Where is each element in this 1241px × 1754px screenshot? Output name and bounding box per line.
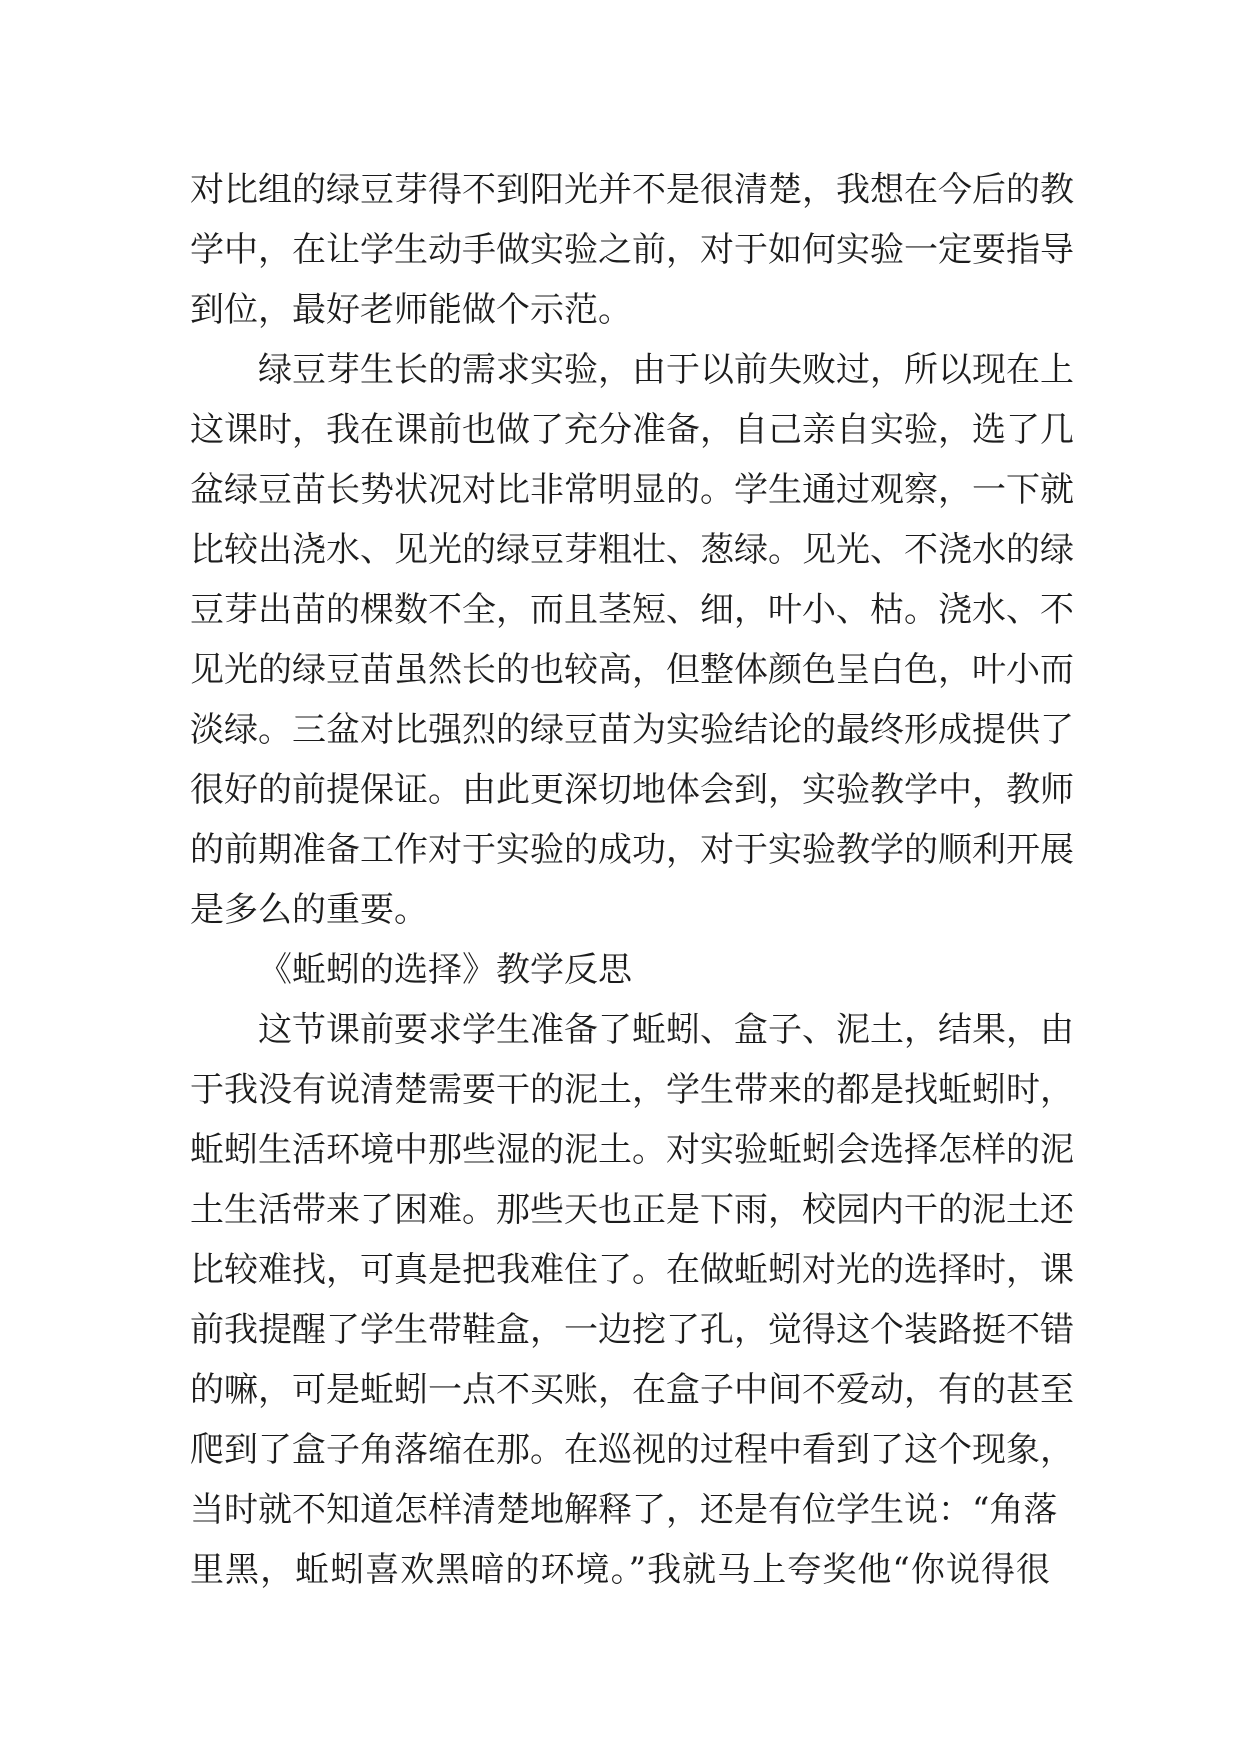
text-line: 比较出浇水、见光的绿豆芽粗壮、葱绿。见光、不浇水的绿 — [190, 530, 1074, 570]
text-line: 的嘛，可是蚯蚓一点不买账，在盒子中间不爱动，有的甚至 — [190, 1370, 1074, 1410]
text-line: 学中，在让学生动手做实验之前，对于如何实验一定要指导 — [190, 230, 1074, 270]
body-text — [190, 160, 1074, 1600]
text-line: 见光的绿豆苗虽然长的也较高，但整体颜色呈白色，叶小而 — [190, 650, 1074, 690]
text-line: 蚯蚓生活环境中那些湿的泥土。对实验蚯蚓会选择怎样的泥 — [190, 1130, 1074, 1170]
text-line: 里黑，蚯蚓喜欢黑暗的环境。”我就马上夸奖他“你说得很 — [190, 1550, 1050, 1590]
text-line: 于我没有说清楚需要干的泥土，学生带来的都是找蚯蚓时， — [190, 1070, 1074, 1110]
text-line: 很好的前提保证。由此更深切地体会到，实验教学中，教师 — [190, 770, 1074, 810]
text-line: 淡绿。三盆对比强烈的绿豆苗为实验结论的最终形成提供了 — [190, 710, 1074, 750]
text-line: 到位，最好老师能做个示范。 — [190, 290, 632, 330]
text-line: 比较难找，可真是把我难住了。在做蚯蚓对光的选择时，课 — [190, 1250, 1074, 1290]
text-line: 这课时，我在课前也做了充分准备，自己亲自实验，选了几 — [190, 410, 1074, 450]
text-line: 是多么的重要。 — [190, 890, 428, 930]
text-line: 土生活带来了困难。那些天也正是下雨，校园内干的泥土还 — [190, 1190, 1074, 1230]
text-line: 这节课前要求学生准备了蚯蚓、盒子、泥土，结果，由 — [258, 1010, 1074, 1050]
text-line: 绿豆芽生长的需求实验，由于以前失败过，所以现在上 — [258, 350, 1074, 390]
section-heading: 《蚯蚓的选择》教学反思 — [258, 950, 632, 990]
text-line: 的前期准备工作对于实验的成功，对于实验教学的顺利开展 — [190, 830, 1074, 870]
text-line: 豆芽出苗的棵数不全，而且茎短、细，叶小、枯。浇水、不 — [190, 590, 1074, 630]
text-line: 对比组的绿豆芽得不到阳光并不是很清楚，我想在今后的教 — [190, 170, 1074, 210]
text-line: 盆绿豆苗长势状况对比非常明显的。学生通过观察，一下就 — [190, 470, 1074, 510]
text-line: 当时就不知道怎样清楚地解释了，还是有位学生说：“角落 — [190, 1490, 1058, 1530]
text-line: 前我提醒了学生带鞋盒，一边挖了孔，觉得这个装路挺不错 — [190, 1310, 1074, 1350]
text-line: 爬到了盒子角落缩在那。在巡视的过程中看到了这个现象， — [190, 1430, 1074, 1470]
